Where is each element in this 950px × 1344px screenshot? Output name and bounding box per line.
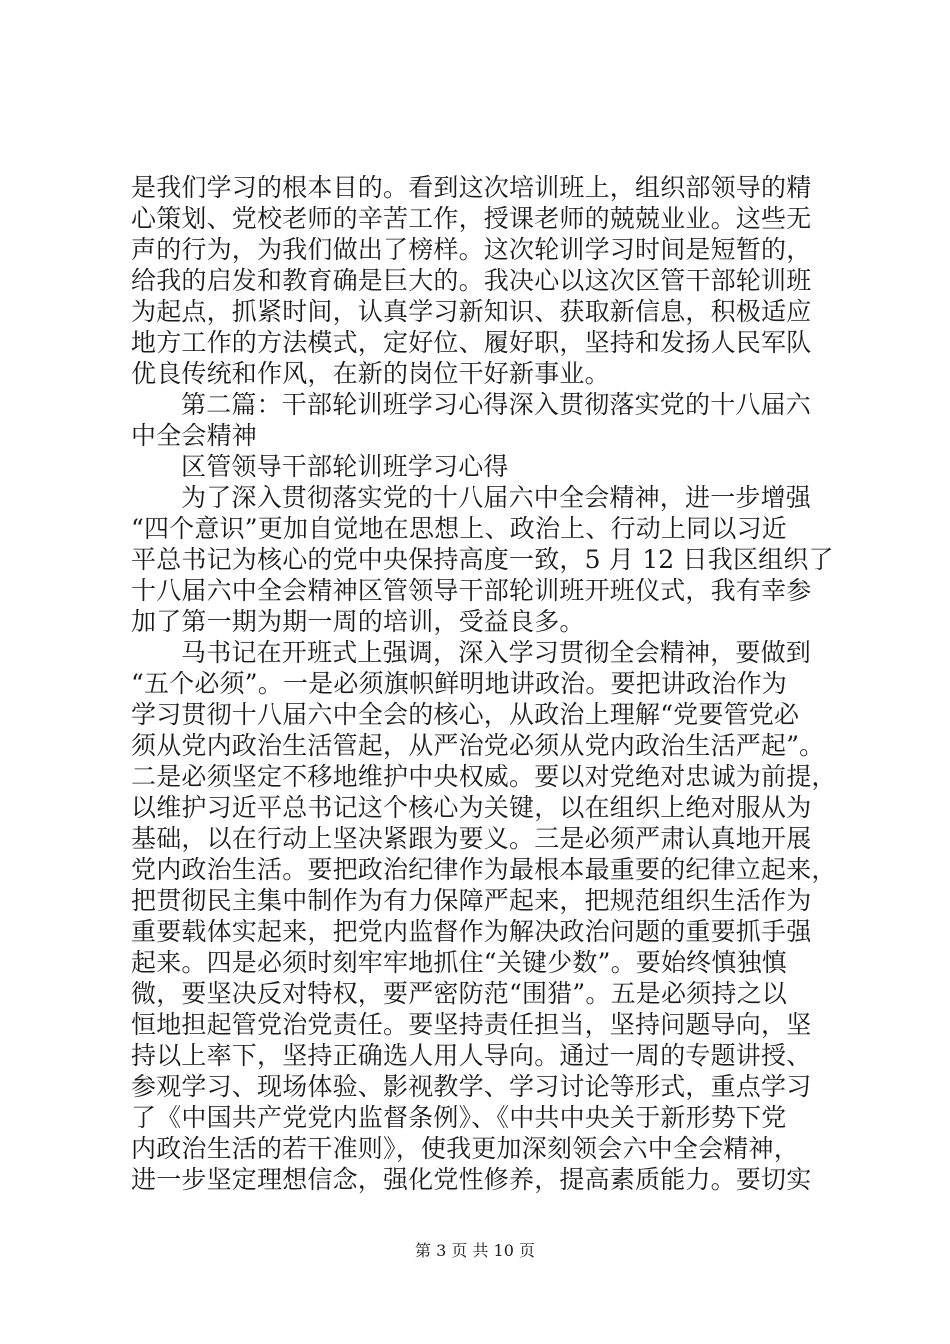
text-line: 平总书记为核心的党中央保持高度一致，5 月 12 日我区组织了: [131, 545, 834, 574]
text-line: 起来。四是必须时刻牢牢地抓住“关键少数”。要始终慎独慎: [131, 948, 787, 977]
text-line: “四个意识”更加自觉地在思想上、政治上、行动上同以习近: [131, 514, 787, 543]
text-line: 优良传统和作风，在新的岗位干好新事业。: [131, 359, 610, 388]
text-line: 进一步坚定理想信念，强化党性修养，提高素质能力。要切实: [131, 1165, 812, 1194]
document-body: [131, 172, 843, 1195]
text-line: 学习贯彻十八届六中全会的核心，从政治上理解“党要管党必: [131, 700, 800, 729]
text-line: 加了第一期为期一周的培训，受益良多。: [131, 607, 585, 636]
page-footer: 第 3 页 共 10 页: [415, 1241, 535, 1260]
text-line: 了《中国共产党党内监督条例》、《中共中央关于新形势下党: [131, 1103, 787, 1132]
text-line: 党内政治生活。要把政治纪律作为最根本最重要的纪律立起来，: [131, 855, 837, 884]
text-line: 为了深入贯彻落实党的十八届六中全会精神，进一步增强: [181, 483, 812, 512]
text-line: 基础，以在行动上坚决紧跟为要义。三是必须严肃认真地开展: [131, 824, 812, 853]
text-line: “五个必须”。一是必须旗帜鲜明地讲政治。要把讲政治作为: [131, 669, 787, 698]
text-line: 重要载体实起来，把党内监督作为解决政治问题的重要抓手强: [131, 917, 812, 946]
text-line: 须从党内政治生活管起，从严治党必须从党内政治生活严起”。: [131, 731, 825, 760]
text-line: 第二篇：干部轮训班学习心得深入贯彻落实党的十八届六: [181, 390, 812, 419]
text-line: 以维护习近平总书记这个核心为关键，以在组织上绝对服从为: [131, 793, 812, 822]
text-line: 内政治生活的若干准则》，使我更加深刻领会六中全会精神，: [131, 1134, 799, 1163]
text-line: 给我的启发和教育确是巨大的。我决心以这次区管干部轮训班: [131, 266, 812, 295]
text-line: 区管领导干部轮训班学习心得: [181, 452, 509, 481]
text-line: 参观学习、现场体验、影视教学、学习讨论等形式，重点学习: [131, 1072, 812, 1101]
text-line: 马书记在开班式上强调，深入学习贯彻全会精神，要做到: [181, 638, 812, 667]
text-line: 十八届六中全会精神区管领导干部轮训班开班仪式，我有幸参: [131, 576, 812, 605]
text-line: 中全会精神: [131, 421, 258, 450]
text-line: 持以上率下，坚持正确选人用人导向。通过一周的专题讲授、: [131, 1041, 812, 1070]
text-line: 声的行为，为我们做出了榜样。这次轮训学习时间是短暂的，: [131, 235, 812, 264]
text-line: 把贯彻民主集中制作为有力保障严起来，把规范组织生活作为: [131, 886, 812, 915]
text-line: 微，要坚决反对特权，要严密防范“围猎”。五是必须持之以: [131, 979, 787, 1008]
text-line: 心策划、党校老师的辛苦工作，授课老师的兢兢业业。这些无: [131, 204, 812, 233]
text-line: 是我们学习的根本目的。看到这次培训班上，组织部领导的精: [131, 173, 812, 202]
text-line: 恒地担起管党治党责任。要坚持责任担当，坚持问题导向，坚: [131, 1010, 812, 1039]
text-line: 为起点，抓紧时间，认真学习新知识、获取新信息，积极适应: [131, 297, 812, 326]
text-line: 地方工作的方法模式，定好位、履好职，坚持和发扬人民军队: [131, 328, 812, 357]
text-line: 二是必须坚定不移地维护中央权威。要以对党绝对忠诚为前提，: [131, 762, 837, 791]
